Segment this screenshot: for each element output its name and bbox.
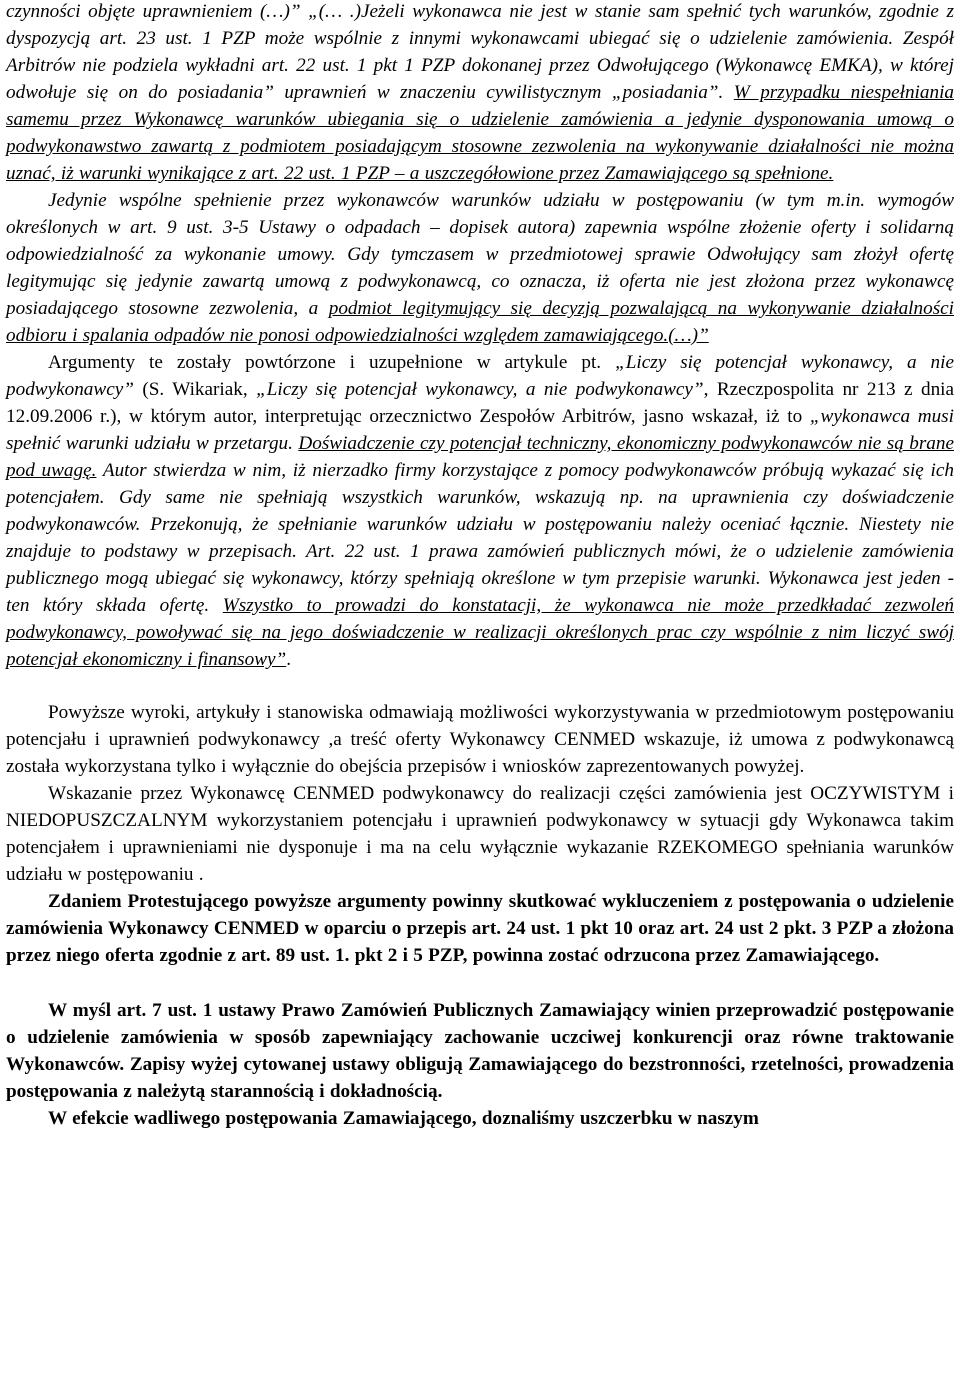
article-text: Argumenty te zostały powtórzone i uzupełnione w artykule pt. xyxy=(48,352,616,373)
article-quote: „wykonawca musi spełnić warunki udziału w przetargu. xyxy=(6,406,954,454)
protester-opinion-paragraph: Zdaniem Protestującego powyższe argumenty powinny skutkować wykluczeniem z postępowania o udzielenie zamówienia Wykonawcy CENMED w oparciu o przepis art. 24 ust. 1 pkt 10 oraz art. 24 ust 2 pkt. 3 PZP a złożona przez niego oferta zgodnie z art. 89 ust. 1. pkt 2 i 5 PZP, powinna zostać odrzucona przez Zamawiającego. xyxy=(6,891,954,966)
article-text: (S. Wikariak, xyxy=(133,379,257,400)
rulings-paragraph: Powyższe wyroki, artykuły i stanowiska odmawiają możliwości wykorzystywania w przedmiotowym postępowaniu potencjału i uprawnień podwykonawcy ,a treść oferty Wykonawcy CENMED wskazuje, iż umowa z podwykonawcą została wykorzystana tylko i wyłącznie do obejścia przepisów i wniosków zaprezentowanych powyżej. xyxy=(6,702,954,777)
quoted-ruling-continuation xyxy=(6,187,954,349)
article-paragraph xyxy=(6,349,954,673)
article-text: , Rzeczpospolita nr 213 z dnia 12.09.2006 r.), w którym autor, interpretując orzecznictwo Zespołów Arbitrów, jasno wskazał, iż to xyxy=(6,379,955,427)
article-text: . xyxy=(286,649,292,670)
art7-paragraph: W myśl art. 7 ust. 1 ustawy Prawo Zamówień Publicznych Zamawiający winien przeprowadzić postępowanie o udzielenie zamówienia w sposób zapewniający zachowanie uczciwej konkurencji oraz równe traktowanie Wykonawców. Zapisy wyżej cytowanej ustawy obligują Zamawiającego do bezstronności, rzetelności, prowadzenia postępowania z należytą starannością i dokładnością. xyxy=(6,1000,954,1102)
article-quote-underlined: Doświadczenie czy potencjał techniczny, ekonomiczny podwykonawców nie są brane pod uwagę. xyxy=(6,433,954,481)
article-quote: Autor stwierdza w nim, iż nierzadko firmy korzystające z pomocy podwykonawców próbują wykazać się ich potencjałem. Gdy same nie spełniają wszystkich warunków, wskazują np. na uprawnienia czy doświadczenie podwykonawców. Przekonują, że spełnianie warunków udziału w postępowaniu należy oceniać łącznie. Niestety nie znajduje to podstawy w przepisach. Art. 22 ust. 1 prawa zamówień publicznych mówi, że o udzielenie zamówienia publicznego mogą ubiegać się wykonawcy, którzy spełniają określone w tym przepisie warunki. Wykonawca jest jeden - ten który składa ofertę. xyxy=(6,460,954,616)
indication-paragraph: Wskazanie przez Wykonawcę CENMED podwykonawcy do realizacji części zamówienia jest OCZYWISTYM i NIEDOPUSZCZALNYM wykorzystaniem potencjału i uprawnień podwykonawcy w sytuacji gdy Wykonawca takim potencjałem i uprawnieniami nie dysponuje i ma na celu wyłącznie wykazanie RZEKOMEGO spełniania warunków udziału w postępowaniu . xyxy=(6,783,954,885)
quote-underlined-text: W przypadku niespełniania samemu przez Wykonawcę warunków ubiegania się o udzielenie zamówienia a jedynie dysponowania umową o podwykonawstwo zawartą z podmiotem posiadającym stosowne zezwolenia na wykonywanie działalności nie można uznać, iż warunki wynikające z art. 22 ust. 1 PZP – a uszczegółowione przez Zamawiającego są spełnione. xyxy=(6,82,954,184)
effect-paragraph: W efekcie wadliwego postępowania Zamawiającego, doznaliśmy uszczerbku w naszym xyxy=(48,1108,759,1129)
quote-text: czynności objęte uprawnieniem (…)” „(… .)Jeżeli wykonawca nie jest w stanie sam spełnić tych warunków, zgodnie z dyspozycją art. 23 ust. 1 PZP może wspólnie z innymi wykonawcami ubiegać się o udzielenie zamówienia. Zespół Arbitrów nie podziela wykładni art. 22 ust. 1 pkt 1 PZP dokonanej przez Odwołującego (Wykonawcę EMKA), w której odwołuje się on do posiadania” uprawnień w znaczeniu cywilistycznym „posiadania”. xyxy=(6,1,954,103)
article-quote-underlined: Wszystko to prowadzi do konstatacji, że wykonawca nie może przedkładać zezwoleń podwykonawcy, powoływać się na jego doświadczenie w realizacji określonych prac czy wspólnie z nim liczyć swój potencjał ekonomiczny i finansowy” xyxy=(6,595,954,670)
quoted-ruling-paragraph xyxy=(6,0,954,187)
article-title: „Liczy się potencjał wykonawcy, a nie podwykonawcy” xyxy=(6,352,954,400)
quote-underlined-text: podmiot legitymujący się decyzją pozwalającą na wykonywanie działalności odbioru i spalania odpadów nie ponosi odpowiedzialności względem zamawiającego.(…)” xyxy=(6,298,955,346)
quote-text: Jedynie wspólne spełnienie przez wykonawców warunków udziału w postępowaniu (w tym m.in. wymogów określonych w art. 9 ust. 3-5 Ustawy o odpadach – dopisek autora) zapewnia wspólne złożenie oferty i solidarną odpowiedzialność za wykonanie umowy. Gdy tymczasem w przedmiotowej sprawie Odwołujący sam złożył ofertę legitymując się jedynie zawartą umową z podwykonawcą, co oznacza, iż oferta nie jest złożona przez wykonawcę posiadającego stosowne zezwolenia, a xyxy=(6,190,954,319)
article-title: „Liczy się potencjał wykonawcy, a nie podwykonawcy” xyxy=(256,379,704,400)
